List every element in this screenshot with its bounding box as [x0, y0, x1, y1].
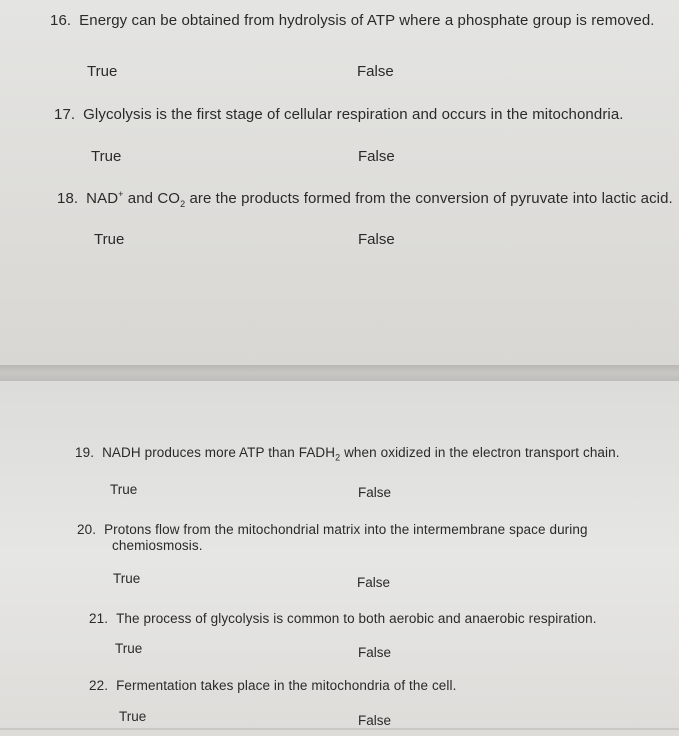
question-21: [89, 611, 597, 627]
question-text-part: when oxidized in the electron transport chain.: [340, 445, 620, 460]
question-text: Energy can be obtained from hydrolysis of ATP where a phosphate group is removed.: [79, 12, 655, 29]
q17-true-option[interactable]: True: [91, 148, 122, 165]
q19-false-option[interactable]: False: [358, 485, 392, 500]
question-number: 21.: [89, 611, 109, 626]
q17-false-option[interactable]: False: [358, 148, 395, 165]
question-text-part: and CO: [123, 190, 181, 207]
question-17: [54, 106, 624, 124]
question-number: 22.: [89, 678, 109, 693]
question-text: The process of glycolysis is common to both aerobic and anaerobic respiration.: [116, 611, 597, 626]
question-text-part: are the products formed from the conversion of pyruvate into lactic acid.: [185, 190, 673, 207]
question-16: [50, 12, 655, 30]
subscript: 2: [180, 199, 186, 209]
question-text-line1: Protons flow from the mitochondrial matrix into the intermembrane space during: [104, 522, 588, 537]
question-number: 20.: [77, 522, 97, 537]
question-22: [89, 678, 456, 694]
question-20-line2: chemiosmosis.: [112, 538, 203, 553]
question-text-part: NADH produces more ATP than FADH: [102, 445, 336, 460]
question-number: 19.: [75, 445, 95, 460]
q21-false-option[interactable]: False: [358, 645, 392, 660]
worksheet-page-top: [0, 0, 679, 365]
question-text: Glycolysis is the first stage of cellular respiration and occurs in the mitochondria.: [83, 106, 624, 123]
q18-false-option[interactable]: False: [358, 231, 395, 248]
q16-false-option[interactable]: False: [357, 63, 394, 80]
q16-true-option[interactable]: True: [87, 63, 118, 80]
q19-true-option[interactable]: True: [110, 482, 138, 497]
q22-false-option[interactable]: False: [358, 713, 392, 728]
question-text: Fermentation takes place in the mitochondria of the cell.: [116, 678, 457, 693]
question-20: [77, 522, 588, 538]
page-edge-line: [0, 728, 679, 730]
q20-true-option[interactable]: True: [113, 571, 141, 586]
q21-true-option[interactable]: True: [115, 641, 143, 656]
question-number: 18.: [57, 190, 79, 207]
question-18: [57, 190, 673, 208]
subscript: 2: [335, 452, 341, 463]
page-divider: [0, 365, 679, 381]
q20-false-option[interactable]: False: [357, 575, 391, 590]
q22-true-option[interactable]: True: [119, 709, 147, 724]
q18-true-option[interactable]: True: [94, 231, 125, 248]
question-number: 16.: [50, 12, 72, 29]
question-text-part: NAD: [86, 190, 119, 207]
superscript: +: [118, 189, 124, 199]
question-number: 17.: [54, 106, 76, 123]
question-19: [75, 445, 620, 461]
